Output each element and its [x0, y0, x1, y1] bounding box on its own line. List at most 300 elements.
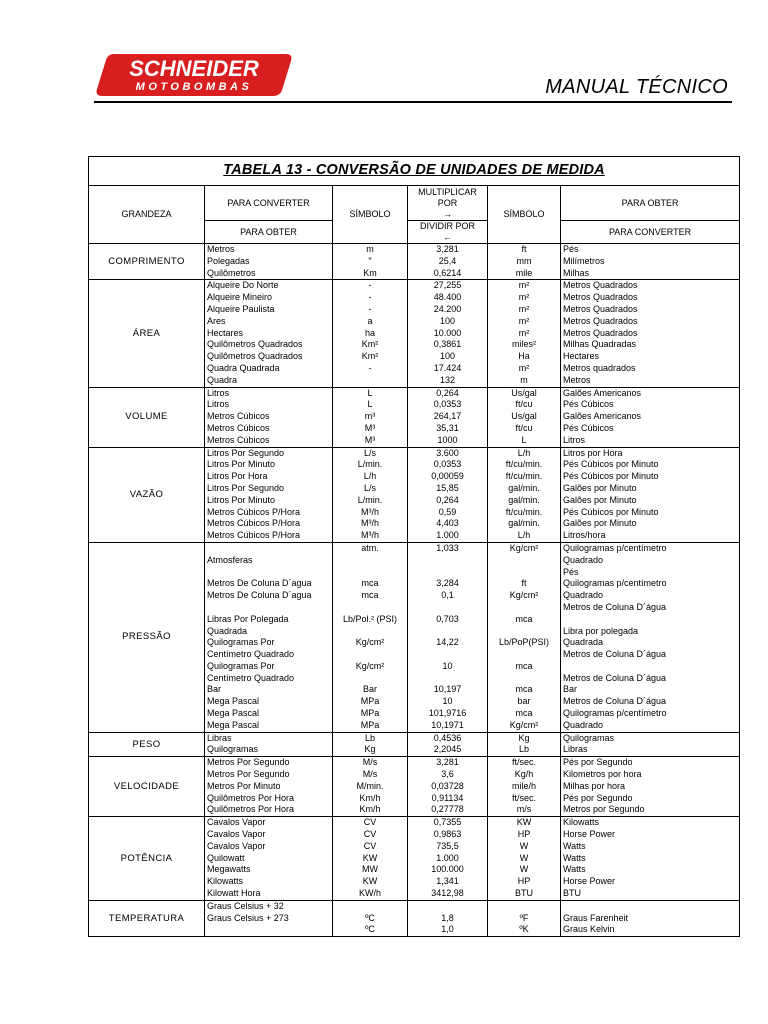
cell-line: M³ [364, 422, 376, 433]
cell-line: Litros Por Hora [207, 471, 268, 482]
unit-cell [205, 757, 333, 817]
cell-line: MPa [360, 696, 380, 707]
cell-line: Bar [362, 684, 377, 695]
symbol-cell [333, 244, 408, 280]
table-row [89, 817, 740, 901]
symbol-result-cell [488, 280, 561, 387]
cell-line: M/min. [356, 780, 384, 791]
cell-line [335, 649, 405, 661]
result-cell [561, 447, 740, 542]
schneider-logo [94, 52, 294, 98]
grandeza-cell: ÁREA [89, 280, 205, 387]
cell-line [410, 901, 485, 913]
cell-line: a [367, 315, 373, 326]
cell-line: 17.424 [433, 362, 462, 373]
cell-line: Quilogramas p/centímetro [563, 542, 667, 553]
cell-line: Milhas por hora [563, 780, 626, 791]
cell-line: Kg/cm² [509, 590, 539, 601]
cell-line: 10 [442, 696, 453, 707]
cell-line: m [520, 374, 528, 385]
cell-line: ºF [519, 912, 529, 923]
cell-line [335, 555, 405, 567]
header-para-obter-left: PARA OBTER [205, 221, 333, 244]
cell-line: L/min. [357, 494, 383, 505]
cell-line: Metros quadrados [563, 362, 636, 373]
cell-line: Quilogramas p/centímetro [563, 708, 667, 719]
cell-line [490, 626, 558, 638]
cell-line: - [368, 303, 372, 314]
cell-line: Metros Quadrados [563, 315, 638, 326]
cell-line: 15,85 [436, 482, 459, 493]
cell-line: 4,403 [436, 518, 459, 529]
cell-line: 0,264 [436, 387, 459, 398]
cell-line: 10.000 [433, 327, 462, 338]
cell-line: W [519, 852, 529, 863]
cell-line: Quilômetros Por Hora [207, 804, 295, 815]
cell-line: Metros Quadrados [563, 292, 638, 303]
cell-line: Centímetro Quadrado [207, 672, 295, 683]
cell-line: Hectares [563, 351, 600, 362]
cell-line: M/s [362, 757, 378, 768]
cell-line: KW [362, 876, 378, 887]
cell-line: mile/h [511, 780, 536, 791]
cell-line: ºK [519, 924, 529, 935]
cell-line: Cavalos Vapor [207, 817, 266, 828]
cell-line: " [368, 255, 372, 266]
cell-line: m² [518, 327, 530, 338]
cell-line: Metros Quadrados [563, 303, 638, 314]
cell-line: 0,4536 [433, 732, 462, 743]
cell-line: 1,033 [436, 542, 459, 553]
cell-line [563, 661, 737, 673]
cell-line: M³ [364, 434, 376, 445]
cell-line: Litros Por Segundo [207, 482, 285, 493]
table-row [89, 447, 740, 542]
cell-line: atm. [361, 542, 379, 553]
header-simbolo-left: SÍMBOLO [333, 186, 408, 244]
symbol-cell [333, 900, 408, 936]
arrow-right-icon: → [443, 208, 452, 219]
cell-line [335, 567, 405, 579]
unit-cell [205, 732, 333, 757]
unit-cell [205, 244, 333, 280]
cell-line: Bar [563, 684, 578, 695]
table-row [89, 542, 740, 732]
cell-line: Pés Cúbicos por Minuto [563, 506, 659, 517]
cell-line: L/min. [357, 459, 383, 470]
cell-line: L/s [363, 447, 376, 458]
cell-line: Litros/hora [563, 530, 606, 541]
cell-line: 14,22 [436, 637, 459, 648]
symbol-result-cell [488, 542, 561, 732]
cell-line: Galões por Minuto [563, 494, 637, 505]
cell-line: Quilômetros [207, 267, 256, 278]
cell-line: Metros [207, 244, 235, 254]
cell-line: Horse Power [563, 829, 616, 840]
cell-line: Quadrado [563, 554, 604, 565]
unit-cell [205, 900, 333, 936]
cell-line: KW/h [358, 888, 381, 899]
cell-line: Litros por Hora [563, 447, 623, 458]
cell-line: Pés Cúbicos [563, 422, 614, 433]
cell-line: 27,255 [433, 280, 462, 291]
header-para-converter-right: PARA CONVERTER [561, 221, 740, 244]
cell-line: ft [521, 578, 527, 589]
cell-line: Milhas [563, 267, 590, 278]
cell-line: Metros de Coluna D´água [563, 601, 667, 612]
cell-line: mca [515, 660, 533, 671]
symbol-cell [333, 817, 408, 901]
cell-line: Mega Pascal [207, 708, 260, 719]
cell-line: Lb [364, 732, 375, 743]
cell-line [563, 614, 737, 626]
cell-line: Polegadas [207, 255, 250, 266]
cell-line: mca [515, 708, 533, 719]
cell-line: 735,5 [436, 840, 459, 851]
unit-cell [205, 542, 333, 732]
cell-line: L/h [363, 471, 377, 482]
manual-title: MANUAL TÉCNICO [545, 76, 728, 98]
cell-line: Atmosferas [207, 554, 253, 565]
cell-line: L [367, 387, 373, 398]
cell-line: W [519, 864, 529, 875]
cell-line: Quilogramas Por [207, 660, 275, 671]
cell-line: - [368, 292, 372, 303]
cell-line: Pés por Segundo [563, 757, 633, 768]
result-cell [561, 817, 740, 901]
cell-line: mca [361, 578, 379, 589]
cell-line: 10,197 [433, 684, 462, 695]
cell-line: 0,00059 [431, 471, 464, 482]
cell-line [410, 626, 485, 638]
cell-line: Kg [364, 744, 376, 755]
factor-cell [408, 542, 488, 732]
cell-line: 0,0353 [433, 459, 462, 470]
cell-line: Metros Quadrados [563, 280, 638, 291]
result-cell [561, 387, 740, 447]
cell-line: KW [516, 817, 532, 828]
cell-line: MW [362, 864, 378, 875]
factor-cell [408, 817, 488, 901]
cell-line: ft [521, 244, 527, 254]
table-row [89, 900, 740, 936]
cell-line: Alqueire Mineiro [207, 292, 273, 303]
cell-line: L/h [517, 447, 531, 458]
cell-line: m² [518, 315, 530, 326]
cell-line: Graus Farenheit [563, 912, 629, 923]
cell-line: m² [518, 280, 530, 291]
symbol-result-cell [488, 817, 561, 901]
cell-line: Ha [518, 351, 530, 362]
cell-line: Libras [207, 732, 232, 743]
cell-line: W [519, 840, 529, 851]
arrow-left-icon: ← [443, 232, 452, 242]
logo-text-top: SCHNEIDER [129, 56, 259, 81]
cell-line: ft/cu/min. [505, 506, 543, 517]
cell-line: Graus Kelvin [563, 924, 615, 935]
cell-line [410, 602, 485, 614]
cell-line: Quadra [207, 374, 238, 385]
table-title: TABELA 13 - CONVERSÃO DE UNIDADES DE MEDIDA [89, 157, 740, 186]
cell-line: 132 [439, 374, 456, 385]
cell-line: 1,341 [436, 876, 459, 887]
table-row [89, 244, 740, 280]
cell-line: Alqueire Do Norte [207, 280, 279, 291]
header-para-converter: PARA CONVERTER [205, 186, 333, 221]
cell-line: m² [518, 303, 530, 314]
cell-line: Metros Cúbicos [207, 422, 270, 433]
cell-line: Metros Cúbicos P/Hora [207, 530, 301, 541]
cell-line: 10,1971 [431, 719, 464, 730]
cell-line: M³/h [361, 518, 379, 529]
unit-cell [205, 447, 333, 542]
table-row [89, 387, 740, 447]
symbol-cell [333, 757, 408, 817]
cell-line: Km/h [359, 804, 381, 815]
symbol-result-cell [488, 387, 561, 447]
cell-line: mile [515, 267, 533, 278]
cell-line: 0,03728 [431, 780, 464, 791]
unit-cell [205, 817, 333, 901]
cell-line: - [368, 280, 372, 291]
cell-line: gal/min. [508, 482, 540, 493]
symbol-result-cell [488, 447, 561, 542]
factor-cell [408, 900, 488, 936]
cell-line: Pés [563, 244, 579, 254]
cell-line: Metros Por Segundo [207, 769, 290, 780]
cell-line: 101,9716 [428, 708, 467, 719]
logo-text-bottom: MOTOBOMBAS [135, 81, 253, 93]
cell-line: Libras [563, 744, 588, 755]
cell-line: 48.400 [433, 292, 462, 303]
cell-line [207, 602, 330, 614]
cell-line: Mega Pascal [207, 719, 260, 730]
cell-line: CV [363, 840, 377, 851]
cell-line: Litros Por Minuto [207, 494, 276, 505]
cell-line: Quilômetros Quadrados [207, 339, 303, 350]
cell-line: Pés [563, 566, 579, 577]
cell-line [335, 626, 405, 638]
cell-line: 0,703 [436, 613, 459, 624]
cell-line: L [521, 434, 527, 445]
cell-line: Quilômetros Quadrados [207, 351, 303, 362]
table-row [89, 732, 740, 757]
cell-line: Pés Cúbicos por Minuto [563, 471, 659, 482]
cell-line: Graus Celsius + 273 [207, 912, 289, 923]
cell-line [335, 375, 405, 387]
cell-line: KW [362, 852, 378, 863]
cell-line: Us/gal [511, 411, 537, 422]
cell-line [335, 901, 405, 913]
symbol-result-cell [488, 732, 561, 757]
cell-line: HP [517, 829, 531, 840]
cell-line: Quilogramas [563, 732, 615, 743]
header-multiplicar [408, 186, 488, 221]
cell-line: 0,7355 [433, 817, 462, 828]
cell-line: 1.000 [436, 530, 459, 541]
cell-line: Quilogramas Por [207, 637, 275, 648]
cell-line [410, 649, 485, 661]
table-row [89, 280, 740, 387]
cell-line: L/s [363, 482, 376, 493]
cell-line: Watts [563, 864, 586, 875]
cell-line: ha [364, 327, 375, 338]
cell-line: mm [516, 255, 532, 266]
cell-line: Quadra Quadrada [207, 362, 280, 373]
cell-line: Kg/h [514, 769, 534, 780]
cell-line: Metros De Coluna D´agua [207, 590, 312, 601]
cell-line: Lb/Pol.² (PSI) [342, 613, 398, 624]
cell-line: 1.000 [436, 852, 459, 863]
cell-line: m/s [516, 804, 532, 815]
cell-line: 1,0 [441, 924, 454, 935]
cell-line: mca [515, 613, 533, 624]
symbol-cell [333, 387, 408, 447]
cell-line: 3,6 [441, 769, 454, 780]
cell-line: Litros [563, 434, 586, 445]
cell-line: CV [363, 829, 377, 840]
cell-line: Km² [361, 339, 379, 350]
cell-line [490, 602, 558, 614]
cell-line: Kg/cm² [355, 660, 385, 671]
cell-line: Metros Por Segundo [207, 757, 290, 768]
cell-line: Horse Power [563, 876, 616, 887]
cell-line: ºC [365, 912, 375, 923]
cell-line: M³/h [361, 506, 379, 517]
factor-cell [408, 280, 488, 387]
cell-line: Km/h [359, 792, 381, 803]
cell-line: 0,0353 [433, 399, 462, 410]
multiplicar-label: MULTIPLICAR POR [418, 186, 477, 208]
cell-line: Pés por Segundo [563, 792, 633, 803]
grandeza-cell: TEMPERATURA [89, 900, 205, 936]
cell-line: Metros de Coluna D´água [563, 672, 667, 683]
cell-line [490, 649, 558, 661]
cell-line: 100 [439, 351, 456, 362]
cell-line: HP [517, 876, 531, 887]
result-cell [561, 280, 740, 387]
result-cell [561, 900, 740, 936]
cell-line: Lb/PoP(PSI) [498, 637, 550, 648]
cell-line: 3.600 [436, 447, 459, 458]
cell-line: gal/min. [508, 518, 540, 529]
cell-line: miles² [512, 339, 536, 350]
cell-line: 3412,98 [431, 888, 464, 899]
cell-line: Quilogramas [207, 744, 259, 755]
cell-line: 0,3861 [433, 339, 462, 350]
cell-line: Watts [563, 840, 586, 851]
unit-cell [205, 280, 333, 387]
cell-line: Quadrada [563, 637, 604, 648]
cell-line: Metros Por Minuto [207, 780, 281, 791]
cell-line: Quilômetros Por Hora [207, 792, 295, 803]
cell-line: Galões Americanos [563, 411, 642, 422]
cell-line: 0,9863 [433, 829, 462, 840]
cell-line: Kilowatts [563, 817, 600, 828]
cell-line: L [367, 399, 373, 410]
cell-line: Cavalos Vapor [207, 840, 266, 851]
grandeza-cell: VAZÃO [89, 447, 205, 542]
cell-line: Alqueire Paulista [207, 303, 275, 314]
cell-line: ft/cu/min. [505, 471, 543, 482]
cell-line: L/h [517, 530, 531, 541]
cell-line: Pés Cúbicos por Minuto [563, 459, 659, 470]
cell-line: 0,6214 [433, 267, 462, 278]
cell-line: BTU [563, 888, 581, 899]
header-grandeza: GRANDEZA [89, 186, 205, 244]
cell-line: Quilowatt [207, 852, 245, 863]
cell-line: Quadrada [207, 625, 248, 636]
symbol-cell [333, 732, 408, 757]
cell-line: Quilogramas p/centímetro [563, 578, 667, 589]
cell-line: Lb [518, 744, 529, 755]
cell-line [563, 901, 737, 913]
cell-line: 264,17 [433, 411, 462, 422]
symbol-cell [333, 447, 408, 542]
cell-line: Litros Por Minuto [207, 459, 276, 470]
factor-cell [408, 244, 488, 280]
conversion-table [88, 156, 740, 937]
cell-line: 24.200 [433, 303, 462, 314]
cell-line: ºC [365, 924, 375, 935]
cell-line: Litros [207, 399, 230, 410]
cell-line: 1000 [437, 434, 458, 445]
result-cell [561, 244, 740, 280]
cell-line: M/s [362, 769, 378, 780]
cell-line: Us/gal [511, 387, 537, 398]
table-body [89, 244, 740, 937]
cell-line: ft/sec. [511, 792, 536, 803]
grandeza-cell: VOLUME [89, 387, 205, 447]
symbol-result-cell [488, 244, 561, 280]
cell-line: 10 [442, 660, 453, 671]
result-cell [561, 542, 740, 732]
cell-line: Km [363, 267, 377, 278]
cell-line: mca [361, 590, 379, 601]
cell-line: Megawatts [207, 864, 251, 875]
factor-cell [408, 732, 488, 757]
symbol-cell [333, 542, 408, 732]
factor-cell [408, 757, 488, 817]
cell-line: - [368, 362, 372, 373]
cell-line: Ares [207, 315, 226, 326]
cell-line: 0,27778 [431, 804, 464, 815]
grandeza-cell: COMPRIMENTO [89, 244, 205, 280]
cell-line: Libra por polegada [563, 625, 639, 636]
cell-line: m [366, 244, 374, 254]
cell-line: mca [515, 684, 533, 695]
cell-line: Kg/cm² [509, 542, 539, 553]
cell-line: ft/cu [515, 422, 533, 433]
cell-line [410, 555, 485, 567]
cell-line: ft/cu [515, 399, 533, 410]
cell-line: 100 [439, 315, 456, 326]
cell-line: 0,264 [436, 494, 459, 505]
cell-line [335, 673, 405, 685]
cell-line: Pés Cúbicos [563, 399, 614, 410]
cell-line: Bar [207, 684, 222, 695]
header-para-obter-right: PARA OBTER [561, 186, 740, 221]
grandeza-cell: VELOCIDADE [89, 757, 205, 817]
cell-line: Galões por Minuto [563, 518, 637, 529]
grandeza-cell: POTÊNCIA [89, 817, 205, 901]
cell-line: Quadrado [563, 590, 604, 601]
cell-line: 3,284 [436, 578, 459, 589]
cell-line: BTU [515, 888, 533, 899]
cell-line [490, 555, 558, 567]
header-dividir [408, 221, 488, 244]
cell-line: Milímetros [563, 255, 605, 266]
